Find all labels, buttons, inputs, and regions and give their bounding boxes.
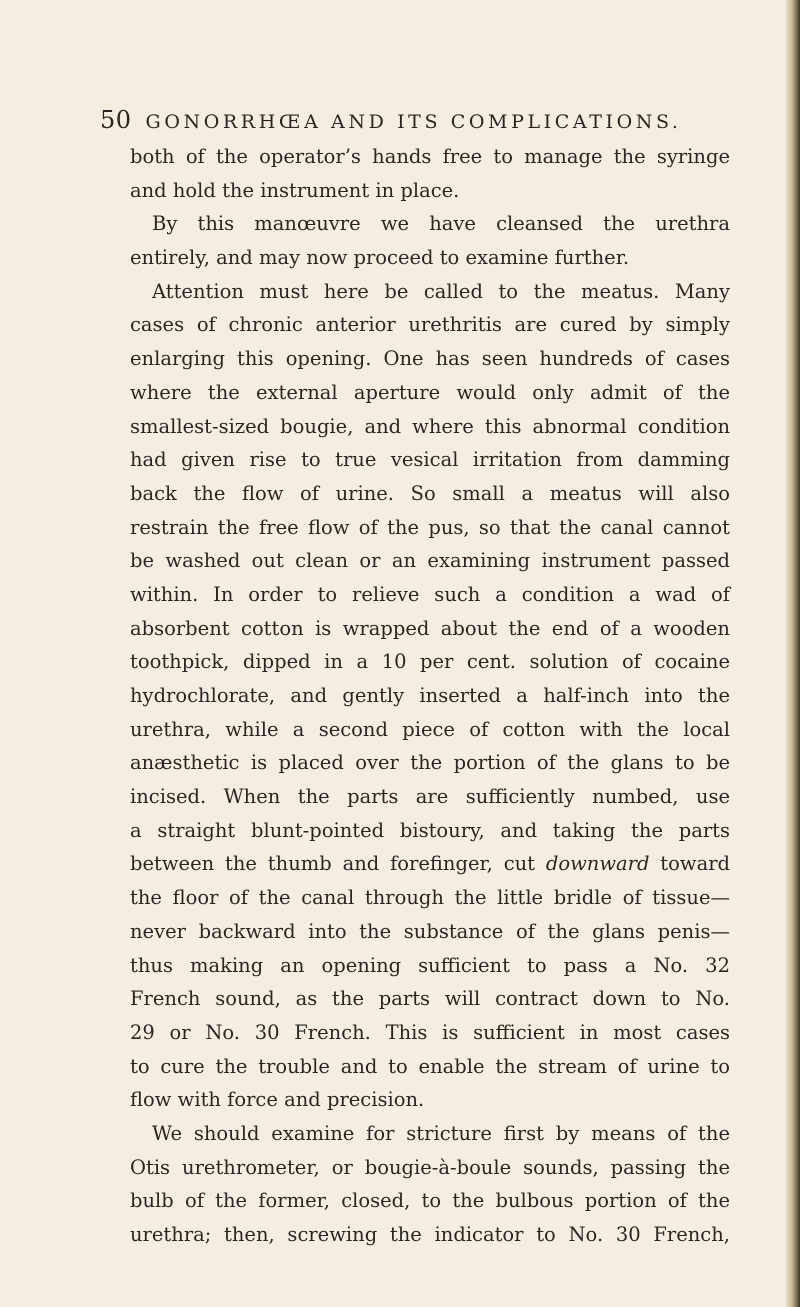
text-line: enlarging this opening. One has seen hundreds of cases bbox=[130, 347, 730, 371]
text-run: between the thumb and forefinger, cut bbox=[130, 852, 536, 876]
text-line: urethra; then, screwing the indicator to No. 30 French, bbox=[130, 1223, 730, 1246]
emphasis-text: downward bbox=[545, 852, 650, 876]
text-line: both of the operator’s hands free to manage the syringe bbox=[130, 145, 730, 168]
text-line: By this manœuvre we have cleansed the urethra bbox=[152, 212, 730, 236]
text-line: incised. When the parts are sufficiently numbed, use bbox=[130, 785, 730, 809]
text-line: had given rise to true vesical irritation from damming bbox=[130, 448, 730, 472]
text-line: Otis urethrometer, or bougie-à-boule sounds, passing the bbox=[130, 1155, 730, 1179]
text-line: Attention must here be called to the meatus. Many bbox=[152, 279, 730, 303]
text-line: 29 or No. 30 French. This is sufficient in most cases bbox=[130, 1020, 730, 1044]
page-number: 50 bbox=[100, 106, 132, 134]
text-line: entirely, and may now proceed to examine further. bbox=[130, 246, 630, 270]
page-edge-shadow bbox=[786, 0, 800, 1307]
text-line: restrain the free flow of the pus, so that the canal cannot bbox=[130, 515, 730, 539]
body-text bbox=[130, 140, 730, 1252]
text-line: be washed out clean or an examining instrument passed bbox=[130, 549, 730, 573]
text-line: We should examine for stricture first by means of the bbox=[152, 1121, 730, 1145]
text-line: anæsthetic is placed over the portion of the glans to be bbox=[130, 751, 730, 775]
text-line: cases of chronic anterior urethritis are cured by simply bbox=[130, 313, 730, 337]
text-line: thus making an opening sufficient to pass a No. 32 bbox=[130, 953, 730, 977]
text-line: flow with force and precision. bbox=[130, 1088, 425, 1112]
text-line: never backward into the substance of the glans penis— bbox=[130, 919, 730, 943]
text-line: urethra, while a second piece of cotton with the local bbox=[130, 717, 730, 741]
text-line: toothpick, dipped in a 10 per cent. solution of cocaine bbox=[130, 650, 730, 674]
text-line: French sound, as the parts will contract down to No. bbox=[130, 987, 730, 1011]
text-line: back the flow of urine. So small a meatus will also bbox=[130, 481, 730, 505]
text-line: absorbent cotton is wrapped about the end of a wooden bbox=[130, 616, 730, 640]
text-line: where the external aperture would only admit of the bbox=[130, 380, 730, 404]
text-line: smallest-sized bougie, and where this abnormal condition bbox=[130, 414, 730, 438]
text-line: within. In order to relieve such a condition a wad of bbox=[130, 582, 730, 606]
text-run: toward bbox=[660, 852, 730, 876]
text-line: and hold the instrument in place. bbox=[130, 178, 460, 202]
text-line: the floor of the canal through the little bridle of tissue— bbox=[130, 886, 730, 910]
text-line: to cure the trouble and to enable the stream of urine to bbox=[130, 1054, 730, 1078]
text-line: a straight blunt-pointed bistoury, and taking the parts bbox=[130, 818, 730, 842]
running-title: GONORRHŒA AND ITS COMPLICATIONS. bbox=[145, 111, 682, 133]
text-line bbox=[130, 847, 730, 881]
text-line: hydrochlorate, and gently inserted a half-inch into the bbox=[130, 684, 730, 707]
text-line: bulb of the former, closed, to the bulbous portion of the bbox=[130, 1189, 730, 1213]
